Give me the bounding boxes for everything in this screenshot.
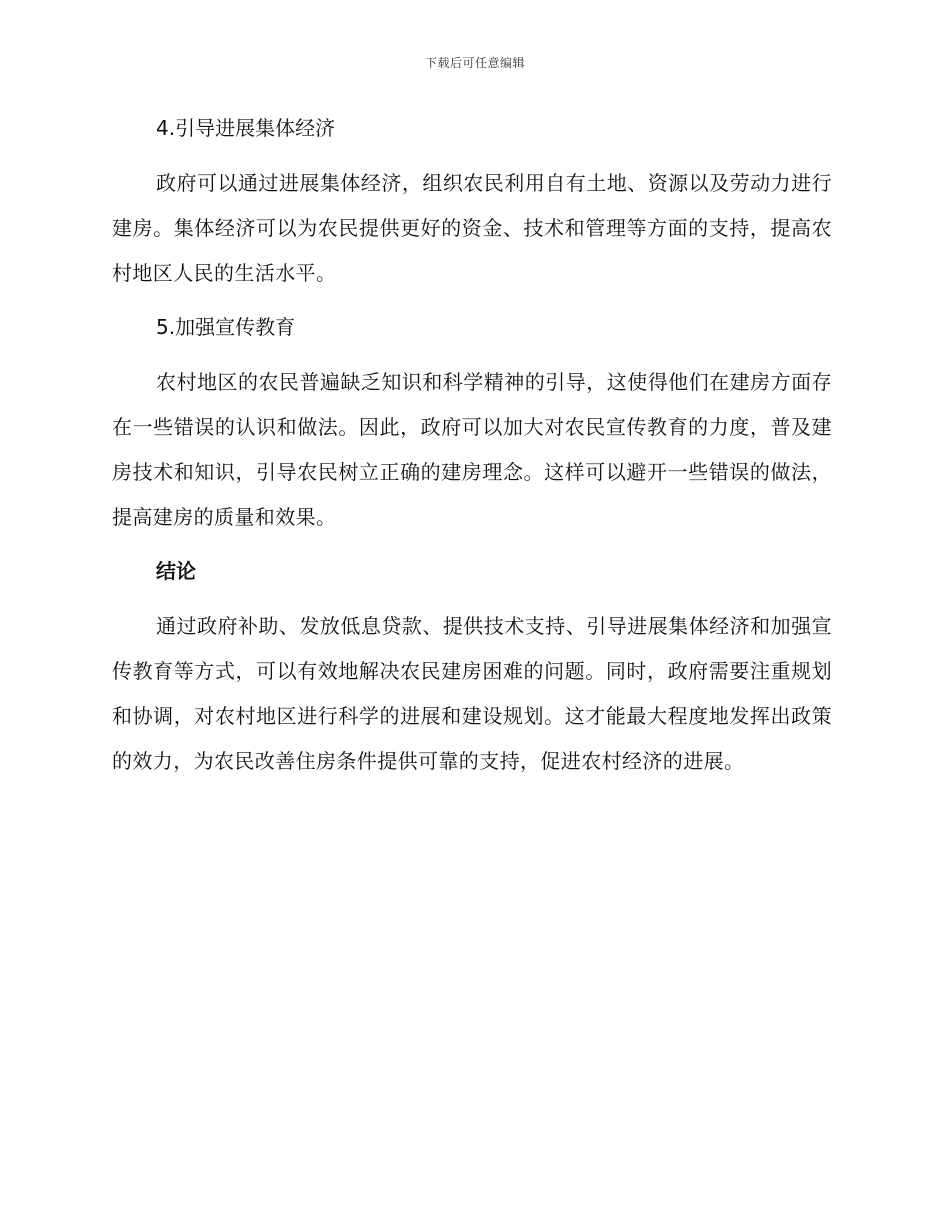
header-note: 下载后可任意编辑 xyxy=(424,56,525,70)
conclusion-paragraph: 通过政府补助、发放低息贷款、提供技术支持、引导进展集体经济和加强宣传教育等方式，可以有效地解决农民建房困难的问题。同时，政府需要注重规划和协调，对农村地区进行科学的进展和建设规划。这才能最大程度地发挥出政策的效力，为农民改善住房条件提供可靠的支持，促进农村经济的进展。 xyxy=(112,614,832,773)
section-5-paragraph: 农村地区的农民普遍缺乏知识和科学精神的引导，这使得他们在建房方面存在一些错误的认识和做法。因此，政府可以加大对农民宣传教育的力度，普及建房技术和知识，引导农民树立正确的建房理念。这样可以避开一些错误的做法，提高建房的质量和效果。 xyxy=(112,370,832,529)
conclusion-heading: 结论 xyxy=(156,559,196,583)
section-5-heading: 5.加强宣传教育 xyxy=(156,315,296,339)
section-4-heading: 4.引导进展集体经济 xyxy=(156,116,336,140)
document-body xyxy=(112,113,832,784)
section-4-paragraph: 政府可以通过进展集体经济，组织农民利用自有土地、资源以及劳动力进行建房。集体经济可以为农民提供更好的资金、技术和管理等方面的支持，提高农村地区人民的生活水平。 xyxy=(112,171,832,285)
